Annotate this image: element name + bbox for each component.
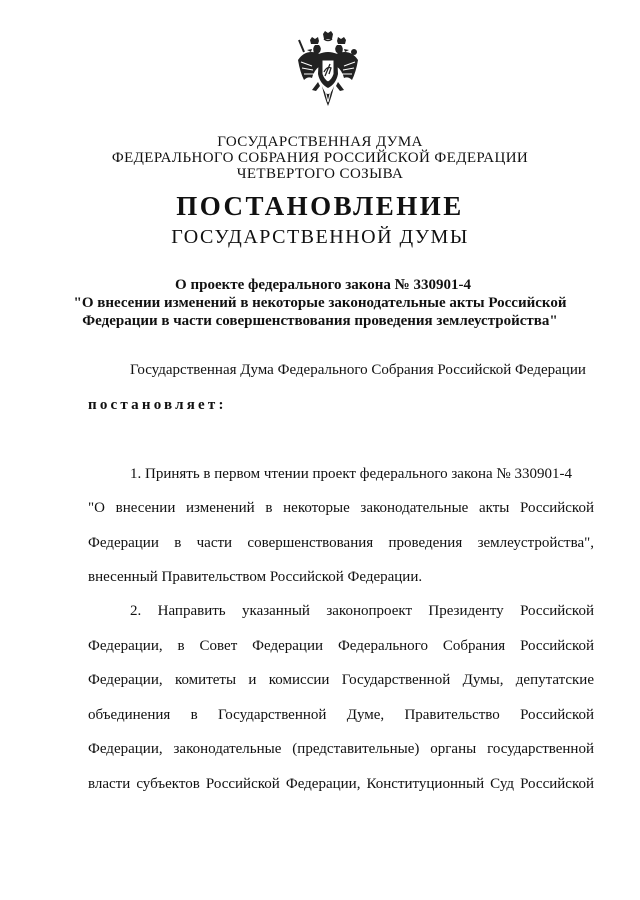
item1-line-1: 1. Принять в первом чтении проект федерального закона № 330901-4 (130, 466, 572, 482)
preamble: Государственная Дума Федерального Собрания Российской Федерации (130, 362, 586, 378)
item2-line-4: объединения в Государственной Думе, Правительство Российской (88, 707, 594, 723)
resolves-word: постановляет: (88, 397, 227, 413)
item2-line-1: 2. Направить указанный законопроект Президенту Российской (130, 603, 594, 619)
subject-line-3: Федерации в части совершенствования проведения землеустройства" (82, 313, 558, 329)
item2-line-3: Федерации, комитеты и комиссии Государственной Думы, депутатские (88, 672, 594, 688)
item2-line-2: Федерации, в Совет Федерации Федерального Собрания Российской (88, 638, 594, 654)
russian-coat-of-arms-icon (296, 30, 360, 108)
item1-line-3: Федерации в части совершенствования проведения землеустройства", (88, 535, 594, 551)
subject-line-1: О проекте федерального закона № 330901-4 (175, 277, 471, 293)
subject-line-2: "О внесении изменений в некоторые законодательные акты Российской (73, 295, 567, 311)
document-subtitle: ГОСУДАРСТВЕННОЙ ДУМЫ (171, 226, 469, 248)
header-line-1: ГОСУДАРСТВЕННАЯ ДУМА (217, 134, 423, 150)
item1-line-4: внесенный Правительством Российской Федерации. (88, 569, 423, 585)
item2-line-6: власти субъектов Российской Федерации, Конституционный Суд Российской (88, 776, 594, 792)
item2-line-5: Федерации, законодательные (представительные) органы государственной (88, 741, 594, 757)
header-line-3: ЧЕТВЕРТОГО СОЗЫВА (236, 166, 404, 182)
header-line-2: ФЕДЕРАЛЬНОГО СОБРАНИЯ РОССИЙСКОЙ ФЕДЕРАЦИИ (111, 150, 529, 166)
item1-line-2: "О внесении изменений в некоторые законодательные акты Российской (88, 500, 594, 516)
document-title: ПОСТАНОВЛЕНИЕ (176, 191, 464, 221)
